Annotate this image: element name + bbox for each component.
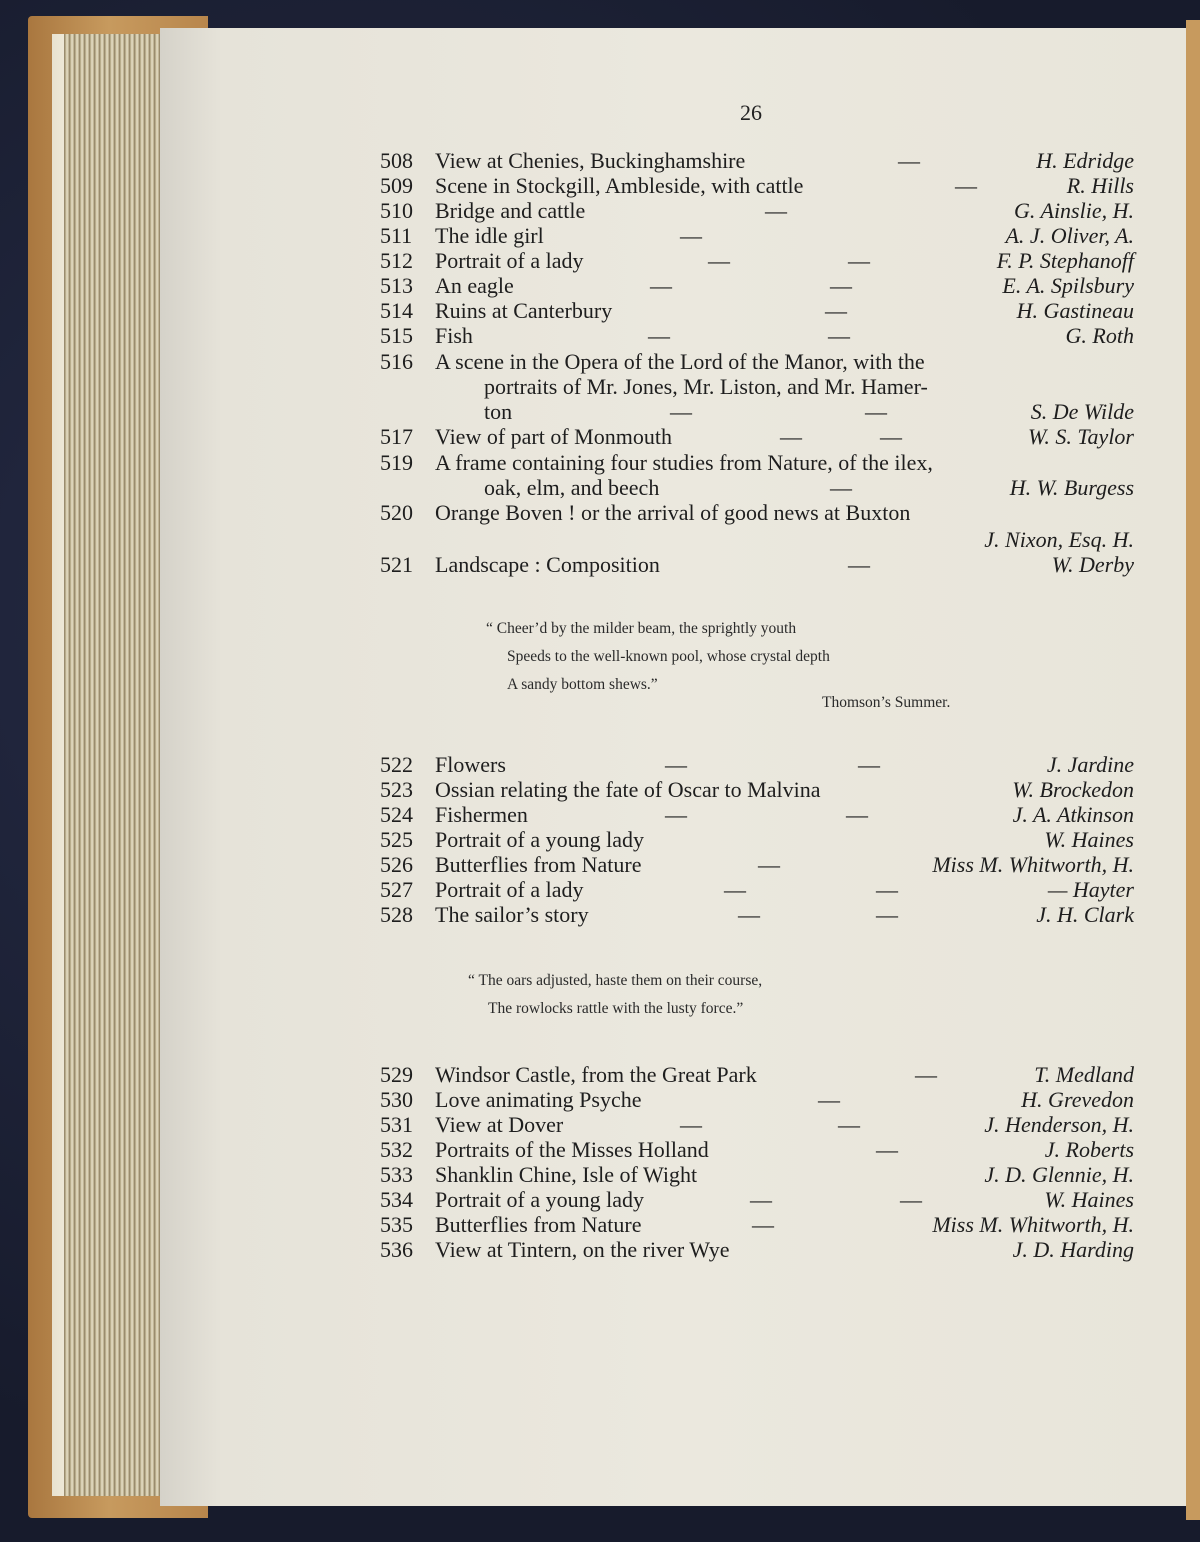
- dash: —: [876, 1137, 898, 1162]
- entry-artist: J. D. Glennie, H.: [984, 1162, 1134, 1187]
- catalogue-entry: [0, 424, 1200, 449]
- entry-number: 519: [380, 450, 413, 475]
- dash: —: [825, 298, 847, 323]
- catalogue-entry: [0, 552, 1200, 577]
- entry-title: Fishermen: [435, 802, 528, 827]
- catalogue-entry: [0, 349, 1200, 374]
- entry-number: 533: [380, 1162, 413, 1187]
- dash: —: [780, 424, 802, 449]
- catalogue-entry: [0, 198, 1200, 223]
- catalogue-entry: [0, 500, 1200, 525]
- entry-number: 530: [380, 1087, 413, 1112]
- entry-artist: G. Roth: [1065, 323, 1134, 348]
- entry-artist: G. Ainslie, H.: [1014, 198, 1134, 223]
- dash: —: [828, 323, 850, 348]
- entry-number: 535: [380, 1212, 413, 1237]
- dash: —: [880, 424, 902, 449]
- catalogue-entry: [0, 827, 1200, 852]
- dash: —: [955, 173, 977, 198]
- entry-number: 521: [380, 552, 413, 577]
- entry-title: View at Chenies, Buckinghamshire: [435, 148, 746, 173]
- entry-artist: A. J. Oliver, A.: [1005, 223, 1134, 248]
- dash: —: [858, 752, 880, 777]
- entry-number: 513: [380, 273, 413, 298]
- entry-number: 515: [380, 323, 413, 348]
- dash: —: [724, 877, 746, 902]
- dash: —: [665, 802, 687, 827]
- entry-number: 522: [380, 752, 413, 777]
- entry-continuation: [0, 475, 1200, 500]
- entry-artist: — Hayter: [1047, 877, 1134, 902]
- dash: —: [752, 1212, 774, 1237]
- dash: —: [898, 148, 920, 173]
- entry-title: Portraits of the Misses Holland: [435, 1137, 709, 1162]
- entry-artist: J. A. Atkinson: [1012, 802, 1134, 827]
- entry-title: Butterflies from Nature: [435, 852, 642, 877]
- entry-title: Scene in Stockgill, Ambleside, with cattle: [435, 173, 804, 198]
- entry-artist: W. Derby: [1051, 552, 1134, 577]
- entry-number: 536: [380, 1237, 413, 1262]
- catalogue-entry: [0, 148, 1200, 173]
- poem-line: A sandy bottom shews.”: [507, 676, 658, 693]
- entry-title: Butterflies from Nature: [435, 1212, 642, 1237]
- poem-source: Thomson’s Summer.: [822, 694, 951, 711]
- catalogue-entry: [0, 1212, 1200, 1237]
- catalogue-entry: [0, 273, 1200, 298]
- entry-number: 510: [380, 198, 413, 223]
- catalogue-entry: [0, 1187, 1200, 1212]
- catalogue-entry: [0, 852, 1200, 877]
- dash: —: [915, 1062, 937, 1087]
- entry-continuation: [0, 374, 1200, 399]
- entry-number: 520: [380, 500, 413, 525]
- dash: —: [818, 1087, 840, 1112]
- entry-artist: W. Haines: [1044, 827, 1134, 852]
- entry-artist: R. Hills: [1066, 173, 1134, 198]
- poem-line: “ The oars adjusted, haste them on their course,: [468, 972, 763, 989]
- entry-artist: J. Jardine: [1046, 752, 1134, 777]
- entry-number: 524: [380, 802, 413, 827]
- entry-artist: H. Gastineau: [1016, 298, 1134, 323]
- poem-line: The rowlocks rattle with the lusty force.”: [488, 1000, 744, 1017]
- entry-title-continued: ton: [484, 399, 513, 424]
- entry-title-continued: portraits of Mr. Jones, Mr. Liston, and Mr. Hamer-: [484, 374, 928, 399]
- dash: —: [876, 877, 898, 902]
- catalogue-entry: [0, 902, 1200, 927]
- dash: —: [750, 1187, 772, 1212]
- dash: —: [758, 852, 780, 877]
- catalogue-entry: [0, 752, 1200, 777]
- dash: —: [846, 802, 868, 827]
- entry-number: 516: [380, 349, 413, 374]
- entry-artist: Miss M. Whitworth, H.: [932, 1212, 1134, 1237]
- dash: —: [680, 223, 702, 248]
- dash: —: [830, 475, 852, 500]
- dash: —: [665, 752, 687, 777]
- dash: —: [680, 1112, 702, 1137]
- catalogue-entry: [0, 877, 1200, 902]
- entry-title: A frame containing four studies from Nature, of the ilex,: [435, 450, 933, 475]
- dash: —: [708, 248, 730, 273]
- entry-title: Ruins at Canterbury: [435, 298, 613, 323]
- entry-continuation: [0, 527, 1200, 552]
- entry-number: 534: [380, 1187, 413, 1212]
- catalogue-entry: [0, 1137, 1200, 1162]
- dash: —: [865, 399, 887, 424]
- entry-artist: Miss M. Whitworth, H.: [932, 852, 1134, 877]
- catalogue-entry: [0, 777, 1200, 802]
- dash: —: [738, 902, 760, 927]
- entry-title: Ossian relating the fate of Oscar to Malvina: [435, 777, 821, 802]
- poem-line: “ Cheer’d by the milder beam, the sprightly youth: [486, 620, 797, 637]
- entry-title: Flowers: [435, 752, 506, 777]
- entry-title: View at Tintern, on the river Wye: [435, 1237, 730, 1262]
- entry-number: 532: [380, 1137, 413, 1162]
- entry-number: 508: [380, 148, 413, 173]
- entry-artist: E. A. Spilsbury: [1002, 273, 1134, 298]
- entry-number: 529: [380, 1062, 413, 1087]
- entry-number: 531: [380, 1112, 413, 1137]
- dash: —: [848, 552, 870, 577]
- entry-artist: F. P. Stephanoff: [996, 248, 1134, 273]
- entry-artist: W. Brockedon: [1012, 777, 1134, 802]
- entry-number: 511: [380, 223, 413, 248]
- catalogue-entry: [0, 248, 1200, 273]
- catalogue-entry: [0, 323, 1200, 348]
- entry-title: Portrait of a young lady: [435, 1187, 644, 1212]
- entry-title: Windsor Castle, from the Great Park: [435, 1062, 757, 1087]
- catalogue-entry: [0, 1237, 1200, 1262]
- entry-artist: H. W. Burgess: [1009, 475, 1134, 500]
- entry-artist: H. Edridge: [1036, 148, 1134, 173]
- dash: —: [830, 273, 852, 298]
- dash: —: [838, 1112, 860, 1137]
- entry-artist: J. Henderson, H.: [984, 1112, 1134, 1137]
- entry-number: 514: [380, 298, 413, 323]
- catalogue-entry: [0, 802, 1200, 827]
- entry-title: Fish: [435, 323, 473, 348]
- entry-title: The sailor’s story: [435, 902, 589, 927]
- entry-continuation: [0, 399, 1200, 424]
- entry-artist: H. Grevedon: [1021, 1087, 1134, 1112]
- catalogue-entry: [0, 173, 1200, 198]
- catalogue-entry: [0, 1062, 1200, 1087]
- dash: —: [648, 323, 670, 348]
- dash: —: [670, 399, 692, 424]
- dash: —: [876, 902, 898, 927]
- dash: —: [765, 198, 787, 223]
- poem-line: Speeds to the well-known pool, whose crystal depth: [507, 648, 830, 665]
- entry-artist: W. Haines: [1044, 1187, 1134, 1212]
- catalogue-entry: [0, 1087, 1200, 1112]
- entry-number: 523: [380, 777, 413, 802]
- entry-artist: W. S. Taylor: [1028, 424, 1134, 449]
- entry-title: Orange Boven ! or the arrival of good news at Buxton: [435, 500, 911, 525]
- entry-number: 526: [380, 852, 413, 877]
- entry-title: Love animating Psyche: [435, 1087, 642, 1112]
- entry-artist: T. Medland: [1034, 1062, 1134, 1087]
- entry-artist: J. Nixon, Esq. H.: [984, 527, 1134, 552]
- entry-number: 517: [380, 424, 413, 449]
- entry-title: The idle girl: [435, 223, 544, 248]
- entry-number: 512: [380, 248, 413, 273]
- dash: —: [900, 1187, 922, 1212]
- entry-artist: J. H. Clark: [1036, 902, 1134, 927]
- entry-title: View at Dover: [435, 1112, 564, 1137]
- entry-title: Landscape : Composition: [435, 552, 660, 577]
- entry-title: Portrait of a lady: [435, 877, 584, 902]
- entry-artist: S. De Wilde: [1030, 399, 1134, 424]
- catalogue-entry: [0, 223, 1200, 248]
- entry-artist: J. D. Harding: [1012, 1237, 1134, 1262]
- dash: —: [650, 273, 672, 298]
- entry-number: 525: [380, 827, 413, 852]
- entry-number: 509: [380, 173, 413, 198]
- catalogue-entry: [0, 1162, 1200, 1187]
- entry-artist: J. Roberts: [1044, 1137, 1134, 1162]
- entry-number: 527: [380, 877, 413, 902]
- entry-title: View of part of Monmouth: [435, 424, 672, 449]
- entry-title: Shanklin Chine, Isle of Wight: [435, 1162, 698, 1187]
- catalogue-entry: [0, 1112, 1200, 1137]
- entry-title: Portrait of a young lady: [435, 827, 644, 852]
- page-number: 26: [740, 100, 762, 125]
- entry-title: Bridge and cattle: [435, 198, 586, 223]
- dash: —: [848, 248, 870, 273]
- entry-title: An eagle: [435, 273, 514, 298]
- catalogue-entry: [0, 450, 1200, 475]
- entry-title-continued: oak, elm, and beech: [484, 475, 660, 500]
- entry-title: A scene in the Opera of the Lord of the Manor, with the: [435, 349, 925, 374]
- entry-number: 528: [380, 902, 413, 927]
- entry-title: Portrait of a lady: [435, 248, 584, 273]
- catalogue-entry: [0, 298, 1200, 323]
